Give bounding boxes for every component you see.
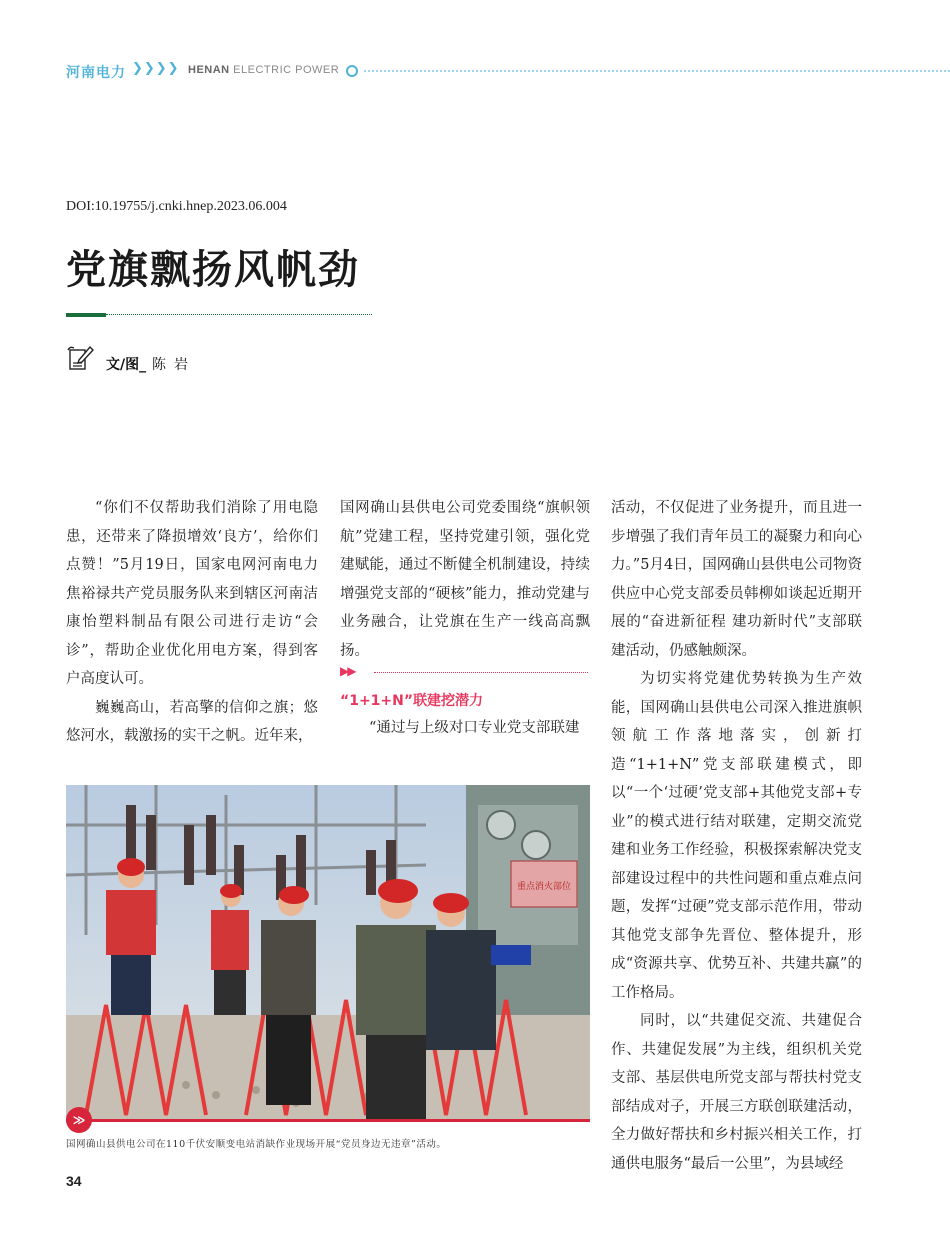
chevrons-icon: ❯❯❯❯: [132, 61, 180, 76]
warning-sign: 重点消火部位: [516, 882, 572, 892]
article-title: 党旗飘扬风帆劲: [66, 247, 360, 293]
column-2: [340, 494, 590, 665]
double-triangle-icon: ▶▶: [340, 664, 355, 678]
column-3: [611, 494, 862, 1178]
paragraph: 国网确山县供电公司党委围绕“旗帜领航”党建工程，坚持党建引领，强化党建赋能，通过不断健全机制建设，持续增强党支部的“硬核”能力，推动党建与业务融合，让党旗在生产一线高高飘扬。: [340, 500, 590, 659]
substation-photo: [66, 785, 590, 1121]
page-number: 34: [66, 1173, 82, 1189]
section-heading: “1+1+N”联建挖潜力: [340, 693, 484, 709]
section-dotted-rule: [374, 672, 588, 673]
photo-caption: 国网确山县供电公司在110千伏安顺变电站消缺作业现场开展“党员身边无违章”活动。: [66, 1139, 447, 1150]
header-dotted-rule: [364, 70, 950, 72]
section-divider: [340, 664, 590, 678]
paragraph: 同时，以“共建促交流、共建促合作、共建促发展”为主线，组织机关党支部、基层供电所党支部与帮扶村党支部结成对子，开展三方联创联建活动，全力做好帮扶和乡村振兴相关工作，打通供电服务“最后一公里”，为县域经: [611, 1013, 862, 1172]
paragraph: 活动，不仅促进了业务提升，而且进一步增强了我们青年员工的凝聚力和向心力。”5月4日，国网确山县供电公司物资供应中心党支部委员韩柳如谈起近期开展的“奋进新征程 建功新时代”支部联建活动，仍感触颇深。: [611, 500, 862, 659]
pen-paper-icon: [66, 344, 94, 372]
column-2-continued: [340, 714, 590, 743]
journal-name-cn: 河南电力: [66, 65, 126, 81]
paragraph: “你们不仅帮助我们消除了用电隐患，还带来了降损增效‘良方’，给你们点赞！”5月19日，国家电网河南电力焦裕禄共产党员服务队来到辖区河南洁康怡塑料制品有限公司进行走访“会诊”，帮助企业优化用电方案，得到客户高度认可。: [66, 500, 318, 687]
circle-icon: [346, 65, 358, 77]
paragraph: 巍巍高山，若高擎的信仰之旗；悠悠河水，载激扬的实干之帆。近年来，: [66, 699, 318, 744]
byline-label: 文/图_: [106, 357, 147, 373]
double-chevron-down-icon: ≫: [66, 1107, 92, 1133]
title-rule: [66, 313, 106, 317]
title-dotted-rule: [106, 314, 372, 315]
paragraph: “通过与上级对口专业党支部联建: [369, 720, 580, 736]
author-name: 陈岩: [152, 357, 196, 373]
journal-header: [66, 60, 950, 82]
paragraph: 为切实将党建优势转换为生产效能，国网确山县供电公司深入推进旗帜领航工作落地落实，创新打造“1+1+N”党支部联建模式，即以“一个‘过硬’党支部+其他党支部+专业”的模式进行结对联建，定期交流党建和业务工作经验，积极探索解决党支部建设过程中的共性问题和重点难点问题，发挥“过硬”党支部示范作用，带动其他党支部争先晋位、整体提升，形成“资源共享、优势互补、共建共赢”的工作格局。: [611, 671, 862, 1001]
column-1: [66, 494, 318, 751]
journal-name-en: HENAN ELECTRIC POWER: [188, 64, 340, 76]
photo-accent-bar: [66, 1119, 590, 1122]
doi: DOI:10.19755/j.cnki.hnep.2023.06.004: [66, 199, 287, 214]
